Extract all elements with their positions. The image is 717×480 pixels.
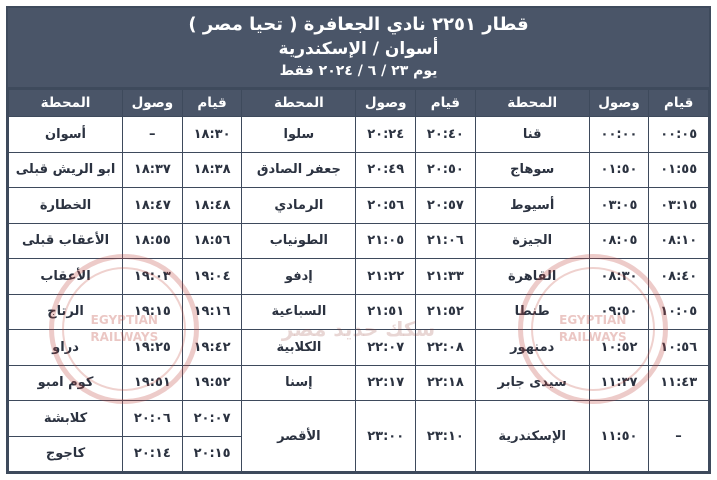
header-arrival-3: وصول [123, 90, 183, 117]
cell-departure: ٠١:٥٥ [649, 152, 709, 188]
cell-arrival: ٢٠:٥٦ [356, 188, 416, 224]
cell-departure: ٢١:٥٢ [416, 294, 476, 330]
cell-station: الأعقاب [9, 259, 123, 295]
cell-arrival: ١٠:٥٢ [589, 330, 649, 366]
table-body [9, 117, 709, 472]
cell-arrival: ٢٠:٤٩ [356, 152, 416, 188]
table-row [9, 152, 709, 188]
cell-departure: ١٠:٠٥ [649, 294, 709, 330]
cell-departure: ١٩:١٦ [182, 294, 242, 330]
watermark-seal-right-text: EGYPTIAN RAILWAYS [62, 267, 186, 391]
cell-departure: ١٠:٥٦ [649, 330, 709, 366]
cell-arrival: ١٩:٠٣ [123, 259, 183, 295]
cell-arrival: ٠٨:٠٥ [589, 223, 649, 259]
cell-arrival: ١٩:١٥ [123, 294, 183, 330]
cell-departure: ١٩:٤٢ [182, 330, 242, 366]
cell-departure: ٠٠:٠٥ [649, 117, 709, 153]
cell-station: أسيوط [475, 188, 589, 224]
cell-station: سلوا [242, 117, 356, 153]
cell-station: الخطارة [9, 188, 123, 224]
cell-arrival: ٠٠:٠٠ [589, 117, 649, 153]
cell-arrival: ١٩:٥١ [123, 365, 183, 401]
cell-arrival: ١٨:٥٥ [123, 223, 183, 259]
cell-station: كاجوج [9, 436, 123, 472]
cell-departure: ٢١:٣٣ [416, 259, 476, 295]
cell-departure: ١٨:٤٨ [182, 188, 242, 224]
cell-arrival: ٢٠:٢٤ [356, 117, 416, 153]
cell-arrival: ٠٨:٣٠ [589, 259, 649, 295]
cell-station: كلابشة [9, 401, 123, 437]
schedule-frame [6, 6, 711, 474]
cell-arrival: ٢١:٢٢ [356, 259, 416, 295]
cell-arrival: ٠١:٥٠ [589, 152, 649, 188]
cell-departure: ٢١:٠٦ [416, 223, 476, 259]
schedule-header [8, 8, 709, 89]
cell-station: القاهرة [475, 259, 589, 295]
schedule-table [8, 89, 709, 472]
schedule-table-area [8, 89, 709, 472]
table-header-row [9, 90, 709, 117]
cell-station: الإسكندرية [475, 401, 589, 472]
cell-arrival: – [123, 117, 183, 153]
watermark-seal-left-text: EGYPTIAN RAILWAYS [531, 267, 655, 391]
header-station-3: المحطة [9, 90, 123, 117]
cell-station: أسوان [9, 117, 123, 153]
cell-station: إدفو [242, 259, 356, 295]
cell-station: الكلابية [242, 330, 356, 366]
header-departure-3: قيام [182, 90, 242, 117]
cell-station: سيدى جابر [475, 365, 589, 401]
cell-departure: ١١:٤٣ [649, 365, 709, 401]
cell-arrival: ٠٩:٥٠ [589, 294, 649, 330]
cell-station: السباعية [242, 294, 356, 330]
cell-station: الطونياب [242, 223, 356, 259]
cell-departure: ١٨:٣٨ [182, 152, 242, 188]
cell-departure: ٢٠:٠٧ [182, 401, 242, 437]
cell-station: الأقصر [242, 401, 356, 472]
cell-arrival: ١٩:٢٥ [123, 330, 183, 366]
date-note: يوم ٢٣ / ٦ / ٢٠٢٤ فقط [279, 63, 438, 79]
cell-arrival: ٢٢:١٧ [356, 365, 416, 401]
cell-station: ابو الريش قبلى [9, 152, 123, 188]
cell-arrival: ٠٣:٠٥ [589, 188, 649, 224]
table-row [9, 117, 709, 153]
cell-departure: ٢٢:٠٨ [416, 330, 476, 366]
cell-station: دراو [9, 330, 123, 366]
header-arrival-2: وصول [356, 90, 416, 117]
table-row [9, 365, 709, 401]
route-title: أسوان / الإسكندرية [278, 39, 439, 59]
cell-station: كوم امبو [9, 365, 123, 401]
table-row [9, 330, 709, 366]
cell-departure: ٢٠:٥٧ [416, 188, 476, 224]
cell-arrival: ٢٠:٠٦ [123, 401, 183, 437]
cell-arrival: ١١:٥٠ [589, 401, 649, 472]
header-station-2: المحطة [242, 90, 356, 117]
cell-arrival: ٢٠:١٤ [123, 436, 183, 472]
train-title: قطار ٢٢٥١ نادي الجعافرة ( تحيا مصر ) [188, 14, 529, 35]
table-row [9, 188, 709, 224]
header-station-1: المحطة [475, 90, 589, 117]
cell-departure: ٢٠:٥٠ [416, 152, 476, 188]
cell-departure: ٢٠:٤٠ [416, 117, 476, 153]
cell-departure: ٢٠:١٥ [182, 436, 242, 472]
cell-departure: ٠٣:١٥ [649, 188, 709, 224]
cell-station: الأعقاب قبلى [9, 223, 123, 259]
cell-arrival: ٢١:٠٥ [356, 223, 416, 259]
cell-station: إسنا [242, 365, 356, 401]
cell-station: سوهاج [475, 152, 589, 188]
cell-station: الرتاج [9, 294, 123, 330]
cell-station: جعفر الصادق [242, 152, 356, 188]
cell-departure: ١٩:٠٤ [182, 259, 242, 295]
cell-departure: ١٨:٥٦ [182, 223, 242, 259]
header-departure-2: قيام [416, 90, 476, 117]
table-row [9, 259, 709, 295]
cell-station: الرمادي [242, 188, 356, 224]
watermark-center-text: سكك حديد مصر [281, 317, 436, 341]
cell-arrival: ١١:٣٧ [589, 365, 649, 401]
cell-station: الجيزة [475, 223, 589, 259]
cell-departure: ٠٨:١٠ [649, 223, 709, 259]
cell-departure: ١٩:٥٢ [182, 365, 242, 401]
cell-departure: ١٨:٣٠ [182, 117, 242, 153]
cell-station: دمنهور [475, 330, 589, 366]
table-row [9, 294, 709, 330]
cell-arrival: ١٨:٣٧ [123, 152, 183, 188]
cell-departure: – [649, 401, 709, 472]
cell-station: قنا [475, 117, 589, 153]
cell-arrival: ٢١:٥١ [356, 294, 416, 330]
cell-arrival: ١٨:٤٧ [123, 188, 183, 224]
cell-departure: ٢٢:١٨ [416, 365, 476, 401]
header-departure-1: قيام [649, 90, 709, 117]
table-row [9, 401, 709, 437]
cell-arrival: ٢٣:٠٠ [356, 401, 416, 472]
cell-arrival: ٢٢:٠٧ [356, 330, 416, 366]
cell-station: طنطا [475, 294, 589, 330]
cell-departure: ٠٨:٤٠ [649, 259, 709, 295]
header-arrival-1: وصول [589, 90, 649, 117]
table-row [9, 223, 709, 259]
cell-departure: ٢٣:١٠ [416, 401, 476, 472]
